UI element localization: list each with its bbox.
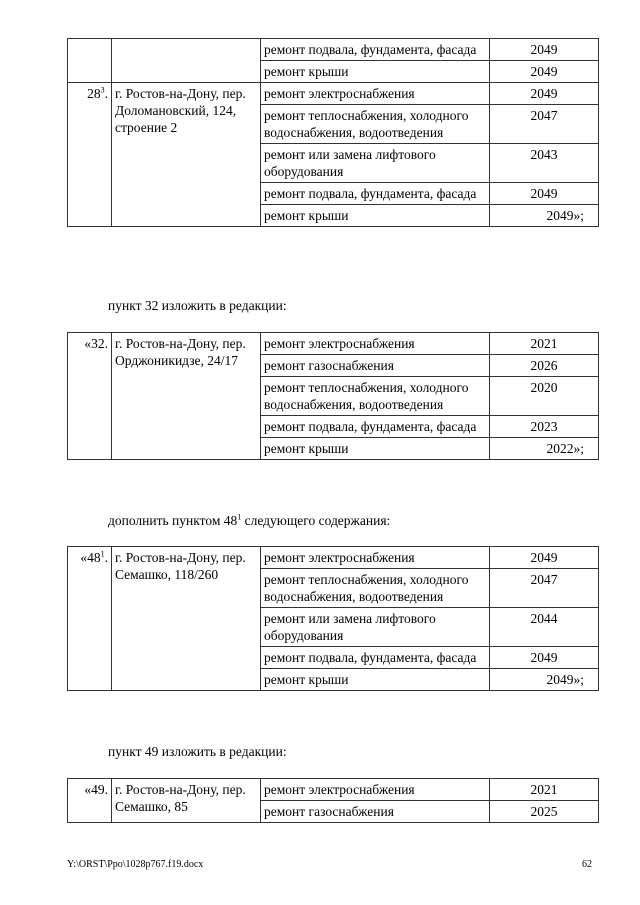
work-cell: ремонт теплоснабжения, холодного водоснабжения, водоотведения [261,569,490,608]
work-cell: ремонт крыши [261,61,490,83]
year-cell: 2021 [490,779,599,801]
year-cell: 2049 [490,83,599,105]
item-number: «49. [68,779,112,823]
table-item-49 [67,778,599,823]
item-number: $28^3$. [68,83,112,227]
table-continuation [67,38,599,227]
work-cell: ремонт электроснабжения [261,547,490,569]
work-cell: ремонт или замена лифтового оборудования [261,144,490,183]
address-cell: г. Ростов-на-Дону, пер. Доломановский, 124, строение 2 [112,83,261,227]
year-cell: 2021 [490,333,599,355]
year-cell: 2049 [490,547,599,569]
work-cell: ремонт или замена лифтового оборудования [261,608,490,647]
address-cell: г. Ростов-на-Дону, пер. Орджоникидзе, 24/17 [112,333,261,460]
table-row [68,39,599,61]
year-cell: 2022»; [490,438,599,460]
work-cell: ремонт подвала, фундамента, фасада [261,416,490,438]
work-cell: ремонт электроснабжения [261,333,490,355]
address-cell: г. Ростов-на-Дону, пер. Семашко, 85 [112,779,261,823]
year-cell: 2049 [490,39,599,61]
footer-file-path: Y:\ORST\Ppo\1028p767.f19.docx [67,859,204,870]
year-cell: 2049 [490,61,599,83]
year-cell: 2020 [490,377,599,416]
year-cell: 2026 [490,355,599,377]
year-cell: 2049»; [490,669,599,691]
address-cell: г. Ростов-на-Дону, пер. Семашко, 118/260 [112,547,261,691]
year-cell: 2025 [490,801,599,823]
page-number: 62 [582,859,592,870]
table-item-48-1 [67,546,599,691]
year-cell: 2043 [490,144,599,183]
work-cell: ремонт крыши [261,438,490,460]
work-cell: ремонт теплоснабжения, холодного водоснабжения, водоотведения [261,105,490,144]
work-cell: ремонт электроснабжения [261,83,490,105]
table-row [68,83,599,105]
work-cell: ремонт крыши [261,669,490,691]
year-cell: 2023 [490,416,599,438]
cell-empty [112,39,261,83]
work-cell: ремонт теплоснабжения, холодного водоснабжения, водоотведения [261,377,490,416]
work-cell: ремонт подвала, фундамента, фасада [261,183,490,205]
cell-empty [68,39,112,83]
work-cell: ремонт газоснабжения [261,355,490,377]
table-row [68,779,599,801]
work-cell: ремонт газоснабжения [261,801,490,823]
paragraph-text: пункт 32 изложить в редакции: [108,298,287,313]
work-cell: ремонт электроснабжения [261,779,490,801]
year-cell: 2047 [490,569,599,608]
paragraph-text: пункт 49 изложить в редакции: [108,744,287,759]
work-cell: ремонт подвала, фундамента, фасада [261,647,490,669]
year-cell: 2049 [490,647,599,669]
table-item-32 [67,332,599,460]
year-cell: 2047 [490,105,599,144]
table-row [68,333,599,355]
paragraph-text: дополнить пунктом $48^1$ следующего содержания: [108,512,391,528]
table-row [68,547,599,569]
item-number: «$48^1$. [68,547,112,691]
year-cell: 2049»; [490,205,599,227]
year-cell: 2044 [490,608,599,647]
work-cell: ремонт крыши [261,205,490,227]
work-cell: ремонт подвала, фундамента, фасада [261,39,490,61]
year-cell: 2049 [490,183,599,205]
item-number: «32. [68,333,112,460]
